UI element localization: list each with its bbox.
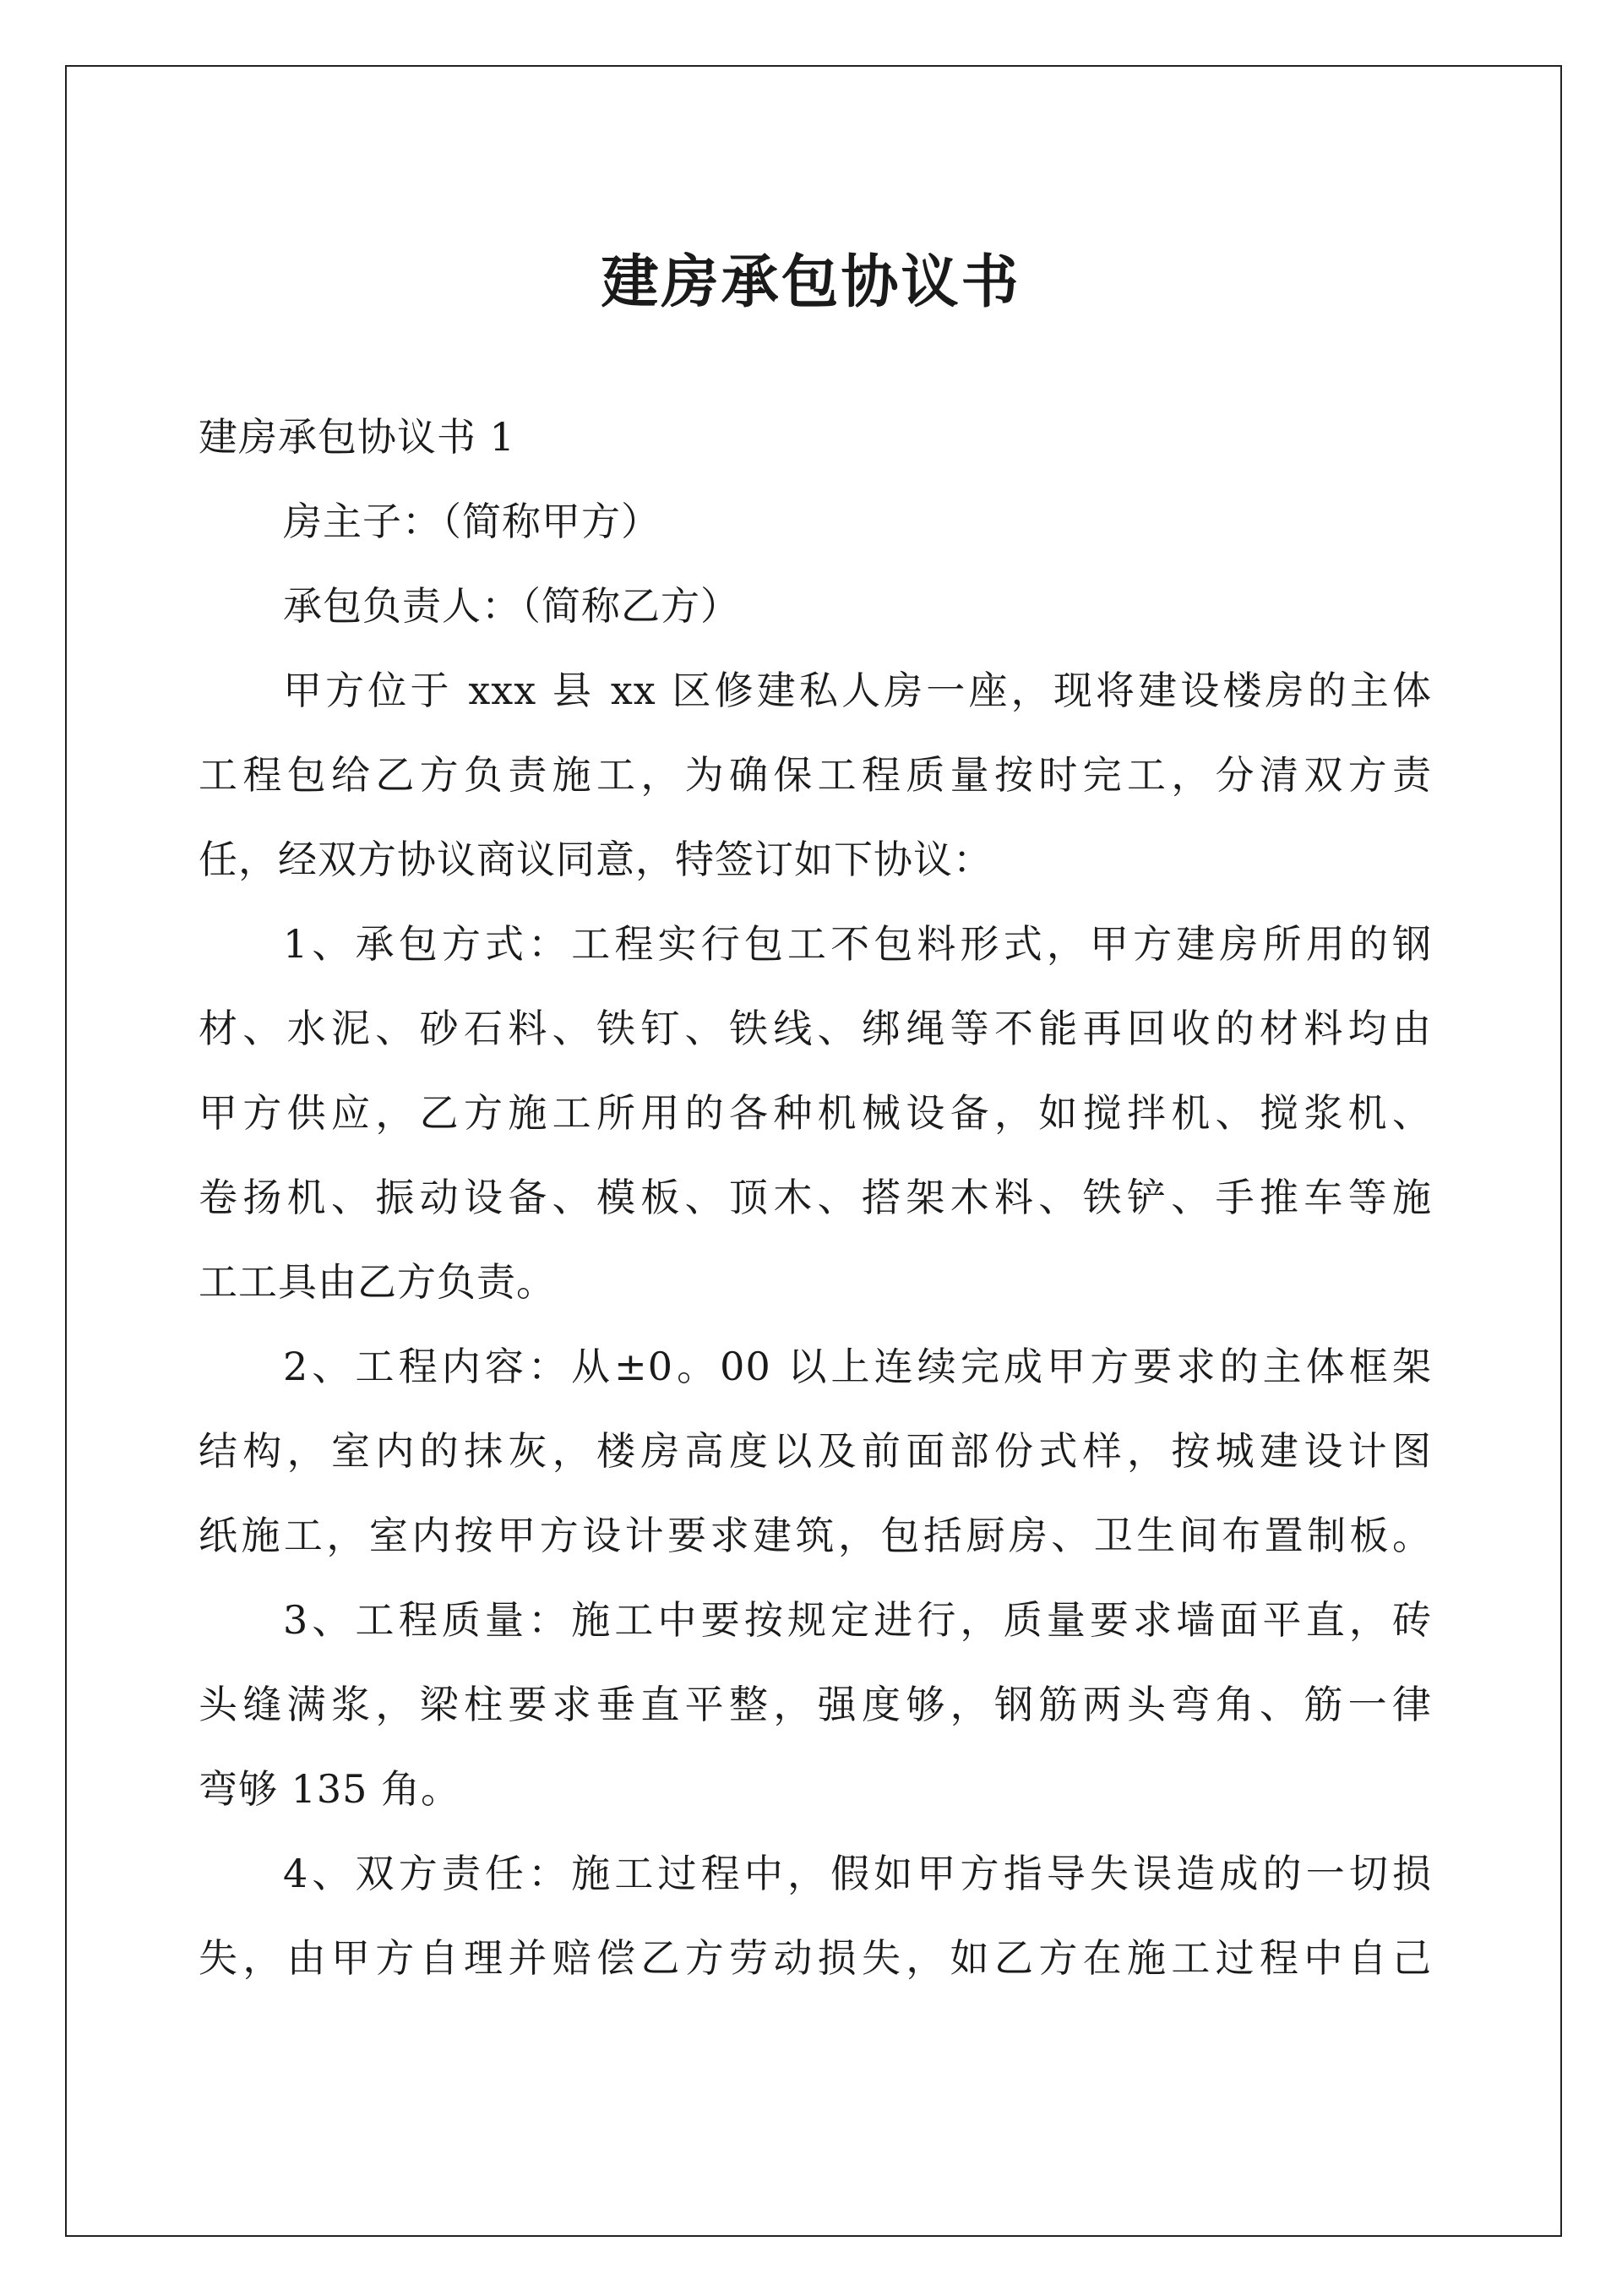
clause-2-line: 纸施工，室内按甲方设计要求建筑，包括厨房、卫生间布置制板。 <box>199 1513 1432 1558</box>
clause-1-line: 工工具由乙方负责。 <box>199 1259 556 1305</box>
clause-1-line: 材、水泥、砂石料、铁钉、铁线、绑绳等不能再回收的材料均由 <box>199 1006 1432 1051</box>
clause-1-line: 1、承包方式：工程实行包工不包料形式，甲方建房所用的钢 <box>283 921 1432 967</box>
page-border <box>65 65 1562 2237</box>
party-a-line: 房主子：（简称甲方） <box>283 499 661 544</box>
clause-1-line: 卷扬机、振动设备、模板、顶木、搭架木料、铁铲、手推车等施 <box>199 1175 1432 1220</box>
paragraph-line: 任，经双方协议商议同意，特签订如下协议： <box>199 837 993 882</box>
clause-3-line: 弯够 135 角。 <box>199 1766 461 1812</box>
section-heading: 建房承包协议书 1 <box>199 414 515 460</box>
paragraph-line: 甲方位于 xxx 县 xx 区修建私人房一座，现将建设楼房的主体 <box>283 668 1432 713</box>
clause-1-line: 甲方供应，乙方施工所用的各种机械设备，如搅拌机、搅浆机、 <box>199 1090 1432 1136</box>
clause-2-line: 结构，室内的抹灰，楼房高度以及前面部份式样，按城建设计图 <box>199 1428 1432 1474</box>
clause-4-line: 4、双方责任：施工过程中，假如甲方指导失误造成的一切损 <box>283 1851 1432 1896</box>
clause-4-line: 失，由甲方自理并赔偿乙方劳动损失，如乙方在施工过程中自己 <box>199 1935 1432 1981</box>
clause-2-line: 2、工程内容：从±0。00 以上连续完成甲方要求的主体框架 <box>283 1344 1432 1389</box>
clause-3-line: 头缝满浆，梁柱要求垂直平整，强度够，钢筋两头弯角、筋一律 <box>199 1682 1432 1727</box>
paragraph-line: 工程包给乙方负责施工，为确保工程质量按时完工，分清双方责 <box>199 752 1432 798</box>
clause-3-line: 3、工程质量：施工中要按规定进行，质量要求墙面平直，砖 <box>283 1597 1432 1643</box>
document-title: 建房承包协议书 <box>601 248 1021 316</box>
party-b-line: 承包负责人：（简称乙方） <box>283 583 740 629</box>
